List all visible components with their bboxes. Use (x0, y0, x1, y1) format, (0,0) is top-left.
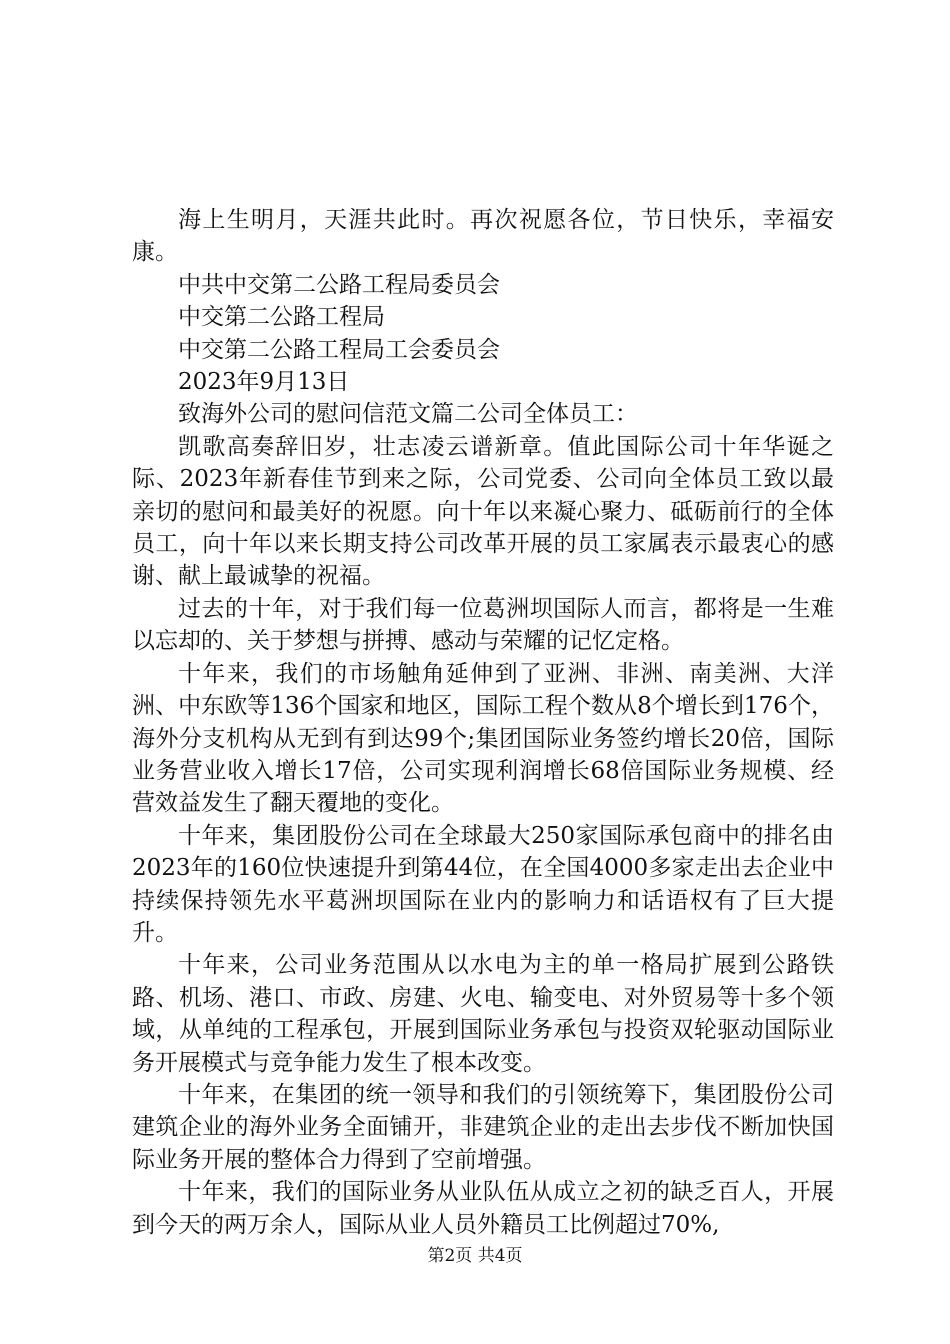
page-number-footer: 第2页 共4页 (427, 1246, 523, 1266)
signature-union-committee: 中交第二公路工程局工会委员会 (178, 336, 500, 363)
body-paragraph: 十年来，在集团的统一领导和我们的引领统筹下，集团股份公司建筑企业的海外业务全面铺开，非建筑企业的走出去步伐不断加快国际业务开展的整体合力得到了空前增强。 (132, 1081, 834, 1173)
signature-company: 中交第二公路工程局 (178, 304, 385, 331)
body-paragraph: 十年来，我们的市场触角延伸到了亚洲、非洲、南美洲、大洋洲、中东欧等136个国家和地区，国际工程个数从8个增长到176个，海外分支机构从无到有到达99个;集团国际业务签约增长20倍，国际业务营业收入增长17倍，公司实现利润增长68倍国际业务规模、经营效益发生了翻天覆地的变化。 (132, 660, 834, 817)
closing-paragraph: 海上生明月，天涯共此时。再次祝愿各位，节日快乐，幸福安康。 (132, 207, 834, 266)
signature-party-committee: 中共中交第二公路工程局委员会 (178, 271, 500, 298)
body-paragraph: 十年来，公司业务范围从以水电为主的单一格局扩展到公路铁路、机场、港口、市政、房建、火电、输变电、对外贸易等十多个领域，从单纯的工程承包，开展到国际业务承包与投资双轮驱动国际业务开展模式与竞争能力发生了根本改变。 (132, 952, 834, 1076)
letter-heading: 致海外公司的慰问信范文篇二公司全体员工： (178, 401, 638, 428)
body-paragraph: 过去的十年，对于我们每一位葛洲坝国际人而言，都将是一生难以忘却的、关于梦想与拼搏、感动与荣耀的记忆定格。 (132, 595, 834, 655)
body-paragraph: 十年来，我们的国际业务从业队伍从成立之初的缺乏百人，开展到今天的两万余人，国际从业人员外籍员工比例超过70%, (132, 1179, 834, 1238)
body-paragraph: 十年来，集团股份公司在全球最大250家国际承包商中的排名由2023年的160位快速提升到第44位，在全国4000多家走出去企业中持续保持领先水平葛洲坝国际在业内的影响力和话语权有了巨大提升。 (132, 822, 834, 946)
signature-date: 2023年9月13日 (178, 369, 350, 396)
body-paragraph: 凯歌高奏辞旧岁，壮志凌云谱新章。值此国际公司十年华诞之际、2023年新春佳节到来之际，公司党委、公司向全体员工致以最亲切的慰问和最美好的祝愿。向十年以来凝心聚力、砥砺前行的全体员工，向十年以来长期支持公司改革开展的员工家属表示最衷心的感谢、献上最诚挚的祝福。 (132, 433, 834, 590)
document-body (132, 204, 834, 1241)
